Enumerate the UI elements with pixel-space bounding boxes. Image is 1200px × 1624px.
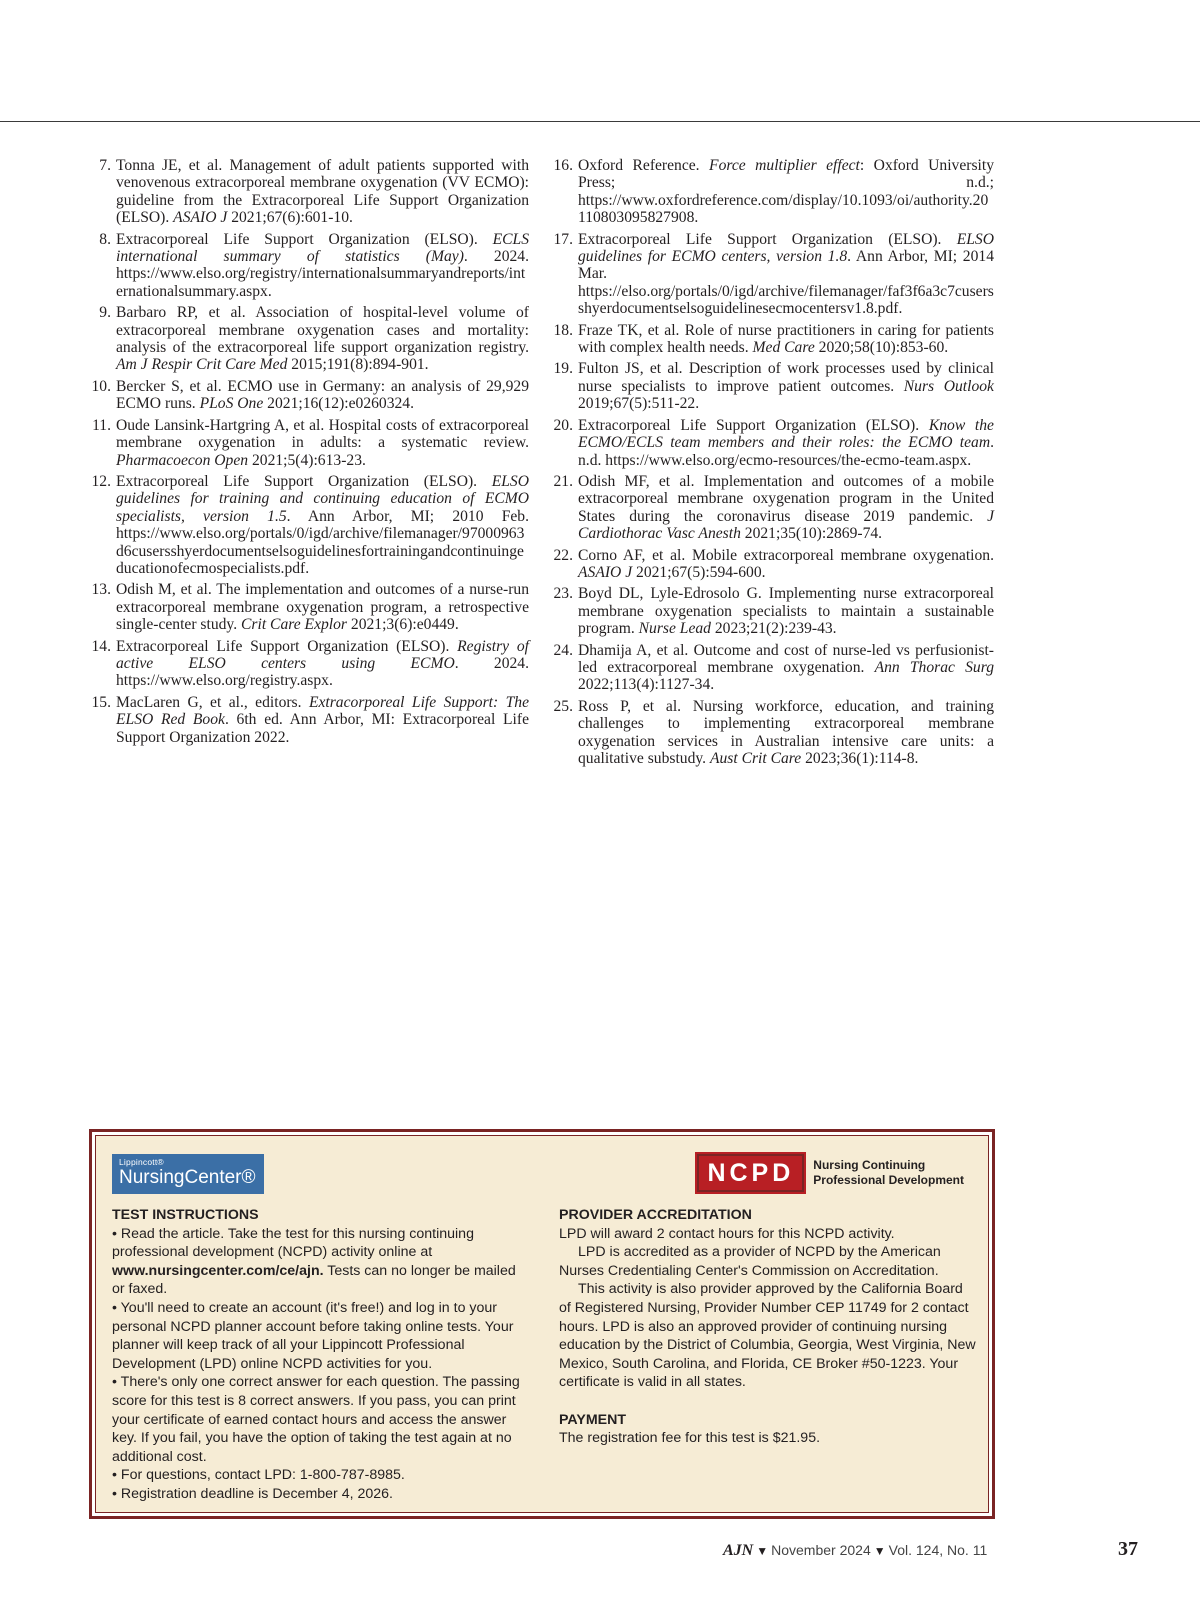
page-footer bbox=[723, 1542, 987, 1560]
reference-item bbox=[88, 581, 529, 633]
reference-text: Barbaro RP, et al. Association of hospital-level volume of extracorporeal membrane oxygenation cases and mortality: analysis of the extracorporeal life support organization registry. Am J Respir Crit Care Med 2015;191(8):894-901. bbox=[116, 304, 529, 374]
test-instructions-box bbox=[89, 1129, 995, 1519]
reference-item bbox=[550, 157, 994, 227]
reference-text: Extracorporeal Life Support Organization (ELSO). Registry of active ELSO centers using ECMO. 2024. https://www.elso.org/registry.aspx. bbox=[116, 637, 529, 690]
triangle-down-icon: ▼ bbox=[873, 1544, 886, 1558]
nursingcenter-url-link[interactable]: www.nursingcenter.com/ce/ajn. bbox=[112, 1262, 324, 1279]
reference-number: 12. bbox=[91, 472, 111, 490]
instruction-bullet-3: • There's only one correct answer for each question. The passing score for this test is 8 correct answers. If you pass, you can print your certificate of earned contact hours and access the answer key. If you fail, you have the option of taking the test again at no additional cost. bbox=[112, 1374, 520, 1465]
reference-item bbox=[550, 360, 994, 412]
instruction-bullet-2: • You'll need to create an account (it's free!) and log in to your personal NCPD planner account before taking online tests. Your planner will keep track of all your Lippincott Professional Development (LPD) online NCPD activities for you. bbox=[112, 1299, 514, 1372]
reference-number: 18. bbox=[553, 321, 573, 339]
reference-text: MacLaren G, et al., editors. Extracorporeal Life Support: The ELSO Red Book. 6th ed. Ann Arbor, MI: Extracorporeal Life Support Organization 2022. bbox=[116, 693, 529, 746]
issue-date: November 2024 bbox=[771, 1542, 871, 1558]
test-instructions-heading: TEST INSTRUCTIONS bbox=[112, 1207, 259, 1223]
reference-number: 20. bbox=[553, 416, 573, 434]
reference-number: 24. bbox=[553, 641, 573, 659]
reference-item bbox=[550, 585, 994, 637]
reference-number: 9. bbox=[99, 304, 111, 322]
reference-number: 25. bbox=[553, 697, 573, 715]
reference-item bbox=[550, 547, 994, 582]
reference-text: Oude Lansink-Hartgring A, et al. Hospital costs of extracorporeal membrane oxygenation in adults: a systematic review. Pharmacoecon Open 2021;5(4):613-23. bbox=[116, 416, 529, 469]
reference-number: 15. bbox=[91, 693, 111, 711]
reference-item bbox=[550, 698, 994, 768]
ncpd-logo bbox=[697, 1154, 964, 1192]
reference-text: Fulton JS, et al. Description of work processes used by clinical nurse specialists to improve patient outcomes. Nurs Outlook 2019;67(5):511-22. bbox=[578, 360, 994, 413]
payment-text: The registration fee for this test is $21.95. bbox=[559, 1430, 821, 1447]
reference-item bbox=[550, 473, 994, 543]
reference-text: Oxford Reference. Force multiplier effect: Oxford University Press; n.d.; https://www.oxfordreference.com/display/10.1093/oi/authority.20110803095827908. bbox=[578, 157, 994, 227]
reference-number: 23. bbox=[553, 585, 573, 603]
reference-number: 13. bbox=[91, 581, 111, 599]
reference-text: Extracorporeal Life Support Organization (ELSO). ELSO guidelines for training and continuing education of ECMO specialists, version 1.5. Ann Arbor, MI; 2010 Feb. https://www.elso.org/portals/0/igd/archive/filemanager/97000963d6cusersshyerdocumentselsoguidelinesfortrainingandcontinuingeducationofecmospecialists.pdf. bbox=[116, 472, 529, 577]
lippincott-nursingcenter-logo bbox=[112, 1154, 264, 1194]
reference-item bbox=[550, 642, 994, 694]
issue-volume: Vol. 124, No. 11 bbox=[888, 1542, 988, 1558]
ncpd-mark: NCPD bbox=[697, 1154, 804, 1192]
reference-number: 17. bbox=[553, 230, 573, 248]
reference-item bbox=[550, 231, 994, 318]
reference-number: 11. bbox=[92, 416, 111, 434]
reference-item bbox=[550, 322, 994, 357]
provider-paragraph-1: LPD will award 2 contact hours for this NCPD activity. bbox=[559, 1225, 895, 1242]
reference-text: Corno AF, et al. Mobile extracorporeal membrane oxygenation. ASAIO J 2021;67(5):594-600. bbox=[578, 546, 994, 581]
reference-number: 21. bbox=[553, 472, 573, 490]
reference-item bbox=[550, 417, 994, 469]
reference-item bbox=[88, 694, 529, 746]
instruction-bullet-4: • For questions, contact LPD: 1-800-787-8985. bbox=[112, 1467, 405, 1484]
reference-text: Odish M, et al. The implementation and outcomes of a nurse-run extracorporeal membrane oxygenation program, a retrospective single-center study. Crit Care Explor 2021;3(6):e0449. bbox=[116, 581, 529, 634]
journal-name: AJN bbox=[723, 1542, 754, 1559]
reference-item bbox=[88, 417, 529, 469]
provider-paragraph-2: LPD is accredited as a provider of NCPD by the American Nurses Credentialing Center's Commission on Accreditation. bbox=[559, 1244, 941, 1279]
reference-text: Extracorporeal Life Support Organization (ELSO). ELSO guidelines for ECMO centers, version 1.8. Ann Arbor, MI; 2014 Mar. https://elso.org/portals/0/igd/archive/filemanager/faf3f6a3c7cusersshyerdocumentselsoguidelinesecmocentersv1.8.pdf. bbox=[578, 230, 994, 318]
reference-item bbox=[88, 473, 529, 577]
provider-paragraph-3: This activity is also provider approved by the California Board of Registered Nursing, Provider Number CEP 11749 for 2 contact hours. LPD is also an approved provider of continuing nursing education by the District of Columbia, Georgia, West Virginia, New Mexico, South Carolina, and Florida, CE Broker #50-1223. Your certificate is valid in all states. bbox=[559, 1281, 976, 1391]
reference-number: 10. bbox=[91, 377, 111, 395]
triangle-down-icon: ▼ bbox=[756, 1544, 769, 1558]
page-number: 37 bbox=[1118, 1538, 1138, 1560]
reference-text: Ross P, et al. Nursing workforce, education, and training challenges to implementing extracorporeal membrane oxygenation services in Australian intensive care units: a qualitative substudy. Aust Crit Care 2023;36(1):114-8. bbox=[578, 697, 994, 767]
reference-text: Boyd DL, Lyle-Edrosolo G. Implementing nurse extracorporeal membrane oxygenation specialists to maintain a sustainable program. Nurse Lead 2023;21(2):239-43. bbox=[578, 585, 994, 638]
provider-accreditation-column bbox=[559, 1206, 977, 1448]
reference-number: 7. bbox=[99, 157, 111, 174]
reference-number: 22. bbox=[553, 546, 573, 564]
reference-item bbox=[88, 304, 529, 374]
references-column-right bbox=[550, 157, 994, 771]
logo-small-text: Lippincott® bbox=[119, 1157, 164, 1167]
header-rule bbox=[0, 121, 1200, 122]
reference-text: Fraze TK, et al. Role of nurse practitioners in caring for patients with complex health needs. Med Care 2020;58(10):853-60. bbox=[578, 321, 994, 357]
reference-item bbox=[88, 378, 529, 413]
reference-number: 19. bbox=[553, 360, 573, 378]
reference-item bbox=[88, 638, 529, 690]
reference-text: Dhamija A, et al. Outcome and cost of nurse-led vs perfusionist-led extracorporeal membrane oxygenation. Ann Thorac Surg 2022;113(4):1127-34. bbox=[578, 641, 994, 694]
ncpd-line2: Professional Development bbox=[813, 1173, 964, 1187]
reference-item bbox=[88, 231, 529, 301]
payment-heading: PAYMENT bbox=[559, 1411, 627, 1428]
reference-number: 14. bbox=[91, 637, 111, 655]
reference-text: Extracorporeal Life Support Organization (ELSO). ECLS international summary of statistics (May). 2024. https://www.elso.org/registry/internationalsummaryandreports/internationalsummary.aspx. bbox=[116, 230, 529, 300]
reference-item bbox=[88, 157, 529, 227]
ncpd-logo-text bbox=[813, 1158, 964, 1188]
reference-text: Bercker S, et al. ECMO use in Germany: an analysis of 29,929 ECMO runs. PLoS One 2021;16(12):e0260324. bbox=[116, 377, 529, 413]
test-instructions-column bbox=[112, 1206, 530, 1504]
reference-text: Extracorporeal Life Support Organization (ELSO). Know the ECMO/ECLS team members and their roles: the ECMO team. n.d. https://www.elso.org/ecmo-resources/the-ecmo-team.aspx. bbox=[578, 416, 994, 469]
reference-number: 8. bbox=[99, 230, 111, 248]
reference-text: Tonna JE, et al. Management of adult patients supported with venovenous extracorporeal membrane oxygenation (VV ECMO): guideline from the Extracorporeal Life Support Organization (ELSO). ASAIO J 2021;67(6):601-10. bbox=[116, 157, 529, 227]
provider-accreditation-heading: PROVIDER ACCREDITATION bbox=[559, 1207, 752, 1223]
references-column-left bbox=[88, 157, 529, 750]
reference-number: 16. bbox=[553, 157, 573, 174]
instruction-bullet-5: • Registration deadline is December 4, 2026. bbox=[112, 1485, 393, 1502]
instruction-bullet-1: • Read the article. Take the test for this nursing continuing professional development (NCPD) activity online at www.nursingcenter.com/ce/ajn. Tests can no longer be mailed or faxed. bbox=[112, 1225, 516, 1298]
reference-text: Odish MF, et al. Implementation and outcomes of a mobile extracorporeal membrane oxygenation program in the United States during the coronavirus disease 2019 pandemic. J Cardiothorac Vasc Anesth 2021;35(10):2869-74. bbox=[578, 472, 994, 543]
ncpd-line1: Nursing Continuing bbox=[813, 1158, 926, 1172]
logo-big-text: NursingCenter® bbox=[119, 1167, 256, 1188]
